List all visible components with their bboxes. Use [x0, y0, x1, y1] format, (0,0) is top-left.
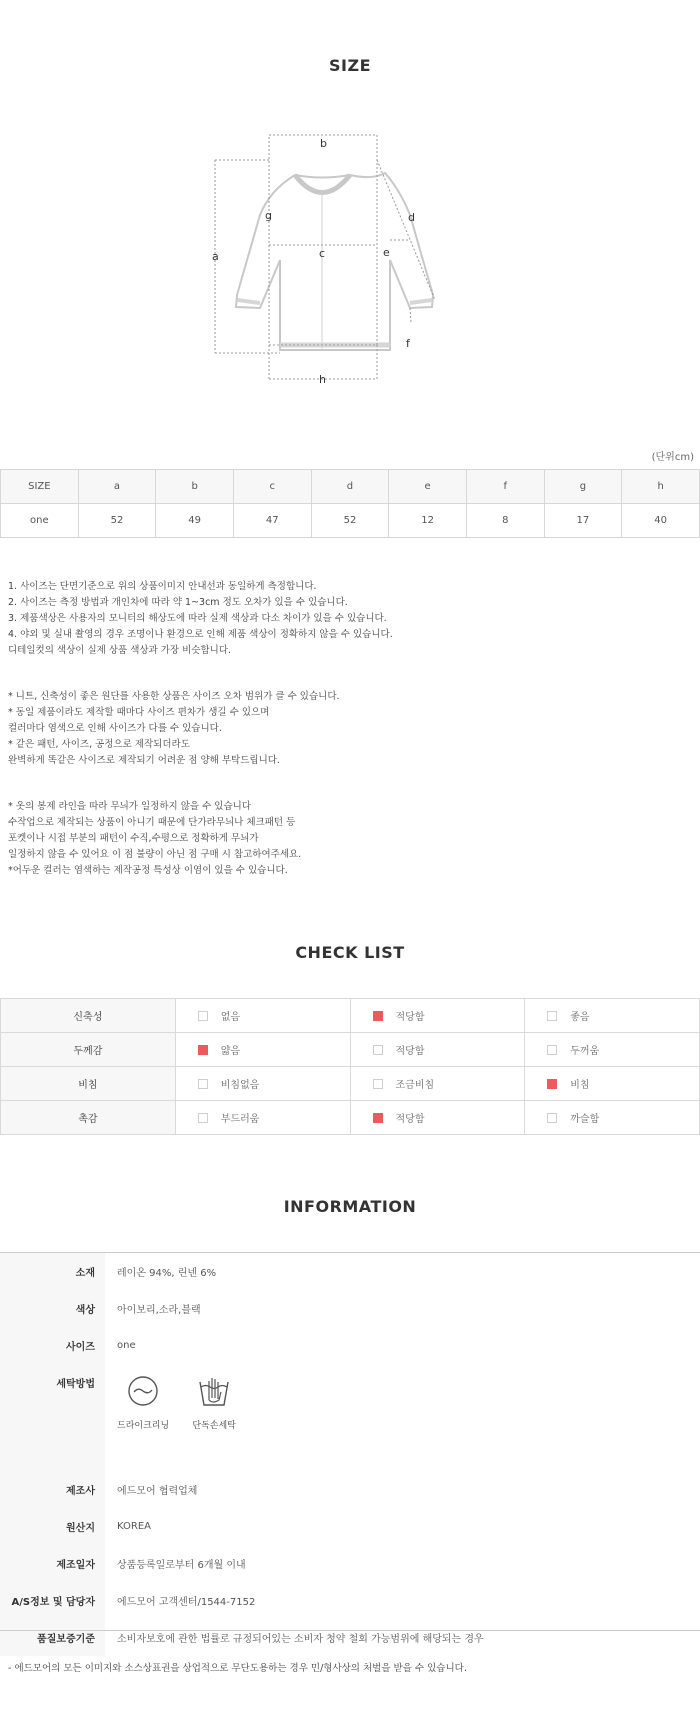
option-label: 얇음	[220, 1046, 241, 1057]
note-line: * 옷의 봉제 라인을 따라 무늬가 일정하지 않을 수 있습니다	[8, 801, 251, 812]
info-value: 상품등록일로부터 6개월 이내	[117, 1560, 246, 1571]
size-cell: 40	[622, 504, 700, 538]
checklist-option	[525, 1067, 700, 1101]
checklist-category: 촉감	[1, 1101, 176, 1135]
info-key: 소재	[0, 1253, 105, 1290]
wash-label: 단독손세탁	[192, 1421, 236, 1431]
info-value: 레이온 94%, 린넨 6%	[117, 1268, 217, 1279]
info-value: one	[117, 1340, 136, 1351]
checklist-option	[175, 1067, 350, 1101]
checkbox-icon	[547, 1113, 557, 1123]
note-line: 일정하지 않을 수 있어요 이 점 불량이 아닌 점 구매 시 참고하여주세요.	[8, 849, 302, 860]
info-row	[0, 1582, 700, 1619]
checklist-option	[525, 1033, 700, 1067]
checklist-option	[350, 1067, 525, 1101]
wash-methods	[105, 1364, 700, 1471]
size-row	[1, 504, 700, 538]
size-cell: 49	[156, 504, 234, 538]
size-header-cell: a	[78, 470, 156, 504]
note-line: 컬러마다 염색으로 인해 사이즈가 다를 수 있습니다.	[8, 723, 222, 734]
checkbox-icon	[373, 1045, 383, 1055]
info-value: 아이보리,소라,블랙	[117, 1305, 201, 1316]
checkbox-icon	[198, 1045, 208, 1055]
size-cell: 17	[544, 504, 622, 538]
note-line: *어두운 컬러는 염색하는 제작공정 특성상 이염이 있을 수 있습니다.	[8, 865, 288, 876]
label-f: f	[406, 337, 410, 350]
checklist-table	[0, 998, 700, 1135]
checkbox-icon	[547, 1011, 557, 1021]
size-header-cell: SIZE	[1, 470, 79, 504]
size-header-cell: e	[389, 470, 467, 504]
checkbox-icon	[373, 1079, 383, 1089]
checklist-title: CHECK LIST	[295, 943, 405, 962]
info-row	[0, 1253, 700, 1290]
info-key: 제조일자	[0, 1545, 105, 1582]
checklist-category: 두께감	[1, 1033, 176, 1067]
size-header-cell: b	[156, 470, 234, 504]
checklist-option	[350, 1033, 525, 1067]
info-key: 색상	[0, 1290, 105, 1327]
checklist-row	[1, 999, 700, 1033]
option-label: 비침	[570, 1080, 590, 1091]
info-row	[0, 1545, 700, 1582]
note-line: 완벽하게 똑같은 사이즈로 제작되기 어려운 점 양해 부탁드립니다.	[8, 755, 280, 766]
checklist-option	[525, 1101, 700, 1135]
note-line: 포켓이나 시접 부분의 패턴이 수직,수평으로 정확하게 무늬가	[8, 833, 259, 844]
checklist-category: 신축성	[1, 999, 176, 1033]
size-cell: one	[1, 504, 79, 538]
note-line: 4. 야외 및 실내 촬영의 경우 조명이나 환경으로 인해 제품 색상이 정확하지 않을 수 있습니다.	[8, 629, 393, 640]
hand-wash-icon	[197, 1374, 231, 1408]
checkbox-icon	[547, 1045, 557, 1055]
option-label: 좋음	[570, 1012, 590, 1023]
info-key: 품질보증기준	[0, 1619, 105, 1656]
label-a: a	[212, 250, 219, 263]
label-e: e	[383, 246, 390, 259]
info-row	[0, 1327, 700, 1364]
size-notes	[8, 579, 393, 659]
unit-label: (단위cm)	[651, 452, 694, 463]
option-label: 조금비침	[395, 1080, 435, 1091]
info-value: KOREA	[117, 1521, 151, 1532]
information-table	[0, 1253, 700, 1656]
size-header-cell: g	[544, 470, 622, 504]
size-cell: 47	[233, 504, 311, 538]
info-row	[0, 1508, 700, 1545]
dry-clean-icon	[126, 1374, 160, 1408]
checklist-row	[1, 1067, 700, 1101]
checkbox-icon	[373, 1113, 383, 1123]
wash-item	[117, 1374, 169, 1431]
label-h: h	[319, 373, 326, 386]
size-cell: 8	[466, 504, 544, 538]
checklist-option	[175, 999, 350, 1033]
note-line: 디테일컷의 색상이 실제 상품 색상과 가장 비슷합니다.	[8, 645, 232, 656]
note-line: 2. 사이즈는 측정 방법과 개인차에 따라 약 1~3cm 정도 오차가 있을 수 있습니다.	[8, 597, 348, 608]
label-b: b	[320, 137, 327, 150]
info-key: 세탁방법	[0, 1364, 105, 1471]
size-cell: 52	[311, 504, 389, 538]
information-title: INFORMATION	[283, 1197, 417, 1216]
size-header-cell: f	[466, 470, 544, 504]
knit-notes	[8, 689, 340, 769]
checklist-row	[1, 1101, 700, 1135]
note-line: * 같은 패턴, 사이즈, 공정으로 제작되더라도	[8, 739, 190, 750]
option-label: 까슬함	[570, 1114, 600, 1125]
option-label: 적당함	[395, 1012, 425, 1023]
info-key: 사이즈	[0, 1327, 105, 1364]
note-line: * 동일 제품이라도 제작할 때마다 사이즈 편차가 생길 수 있으며	[8, 707, 270, 718]
option-label: 없음	[220, 1012, 241, 1023]
info-value: 에드모어 고객센터/1544-7152	[117, 1597, 256, 1608]
info-row	[0, 1619, 700, 1656]
info-row	[0, 1290, 700, 1327]
size-table	[0, 469, 700, 538]
checklist-option	[525, 999, 700, 1033]
garment-size-diagram	[212, 135, 485, 390]
size-header-cell: c	[233, 470, 311, 504]
note-line: 1. 사이즈는 단면기준으로 위의 상품이미지 안내선과 동일하게 측정합니다.	[8, 581, 317, 592]
option-label: 적당함	[395, 1046, 425, 1057]
info-key: A/S정보 및 담당자	[0, 1582, 105, 1619]
checklist-row	[1, 1033, 700, 1067]
option-label: 비침없음	[220, 1080, 260, 1091]
label-d: d	[408, 211, 415, 224]
copyright-notice: - 에드모어의 모든 이미지와 소스상표권을 상업적으로 무단도용하는 경우 민/형사상의 처벌을 받을 수 있습니다.	[8, 1663, 467, 1674]
label-c: c	[319, 247, 326, 260]
size-header-row	[1, 470, 700, 504]
label-g: g	[265, 209, 272, 222]
checklist-option	[175, 1101, 350, 1135]
info-key: 원산지	[0, 1508, 105, 1545]
option-label: 적당함	[395, 1114, 425, 1125]
note-line: 3. 제품색상은 사용자의 모니터의 해상도에 따라 실제 색상과 다소 차이가 있을 수 있습니다.	[8, 613, 387, 624]
option-label: 두꺼움	[570, 1046, 600, 1057]
info-key: 제조사	[0, 1471, 105, 1508]
checklist-option	[175, 1033, 350, 1067]
note-line: * 니트, 신축성이 좋은 원단를 사용한 상품은 사이즈 오차 범위가 클 수 있습니다.	[8, 691, 340, 702]
info-row	[0, 1471, 700, 1508]
info-value: 소비자보호에 관한 법률로 규정되어있는 소비자 청약 철회 가능범위에 해당되는 경우	[117, 1634, 484, 1645]
info-value: 에드모어 협력업체	[117, 1486, 198, 1497]
checkbox-icon	[373, 1011, 383, 1021]
size-header-cell: d	[311, 470, 389, 504]
info-bottom-divider	[0, 1630, 700, 1631]
checkbox-icon	[198, 1011, 208, 1021]
wash-label: 드라이크리닝	[117, 1421, 170, 1431]
wash-item	[192, 1374, 235, 1431]
size-cell: 12	[389, 504, 467, 538]
checkbox-icon	[547, 1079, 557, 1089]
size-title: SIZE	[328, 56, 371, 75]
info-row	[0, 1364, 700, 1471]
checkbox-icon	[198, 1079, 208, 1089]
pattern-notes	[8, 799, 301, 879]
option-label: 부드러움	[220, 1114, 260, 1125]
size-cell: 52	[78, 504, 156, 538]
size-header-cell: h	[622, 470, 700, 504]
checklist-category: 비침	[1, 1067, 176, 1101]
checkbox-icon	[198, 1113, 208, 1123]
checklist-option	[350, 1101, 525, 1135]
note-line: 수작업으로 제작되는 상품이 아니기 때문에 단가라무늬나 체크패턴 등	[8, 817, 296, 828]
checklist-option	[350, 999, 525, 1033]
